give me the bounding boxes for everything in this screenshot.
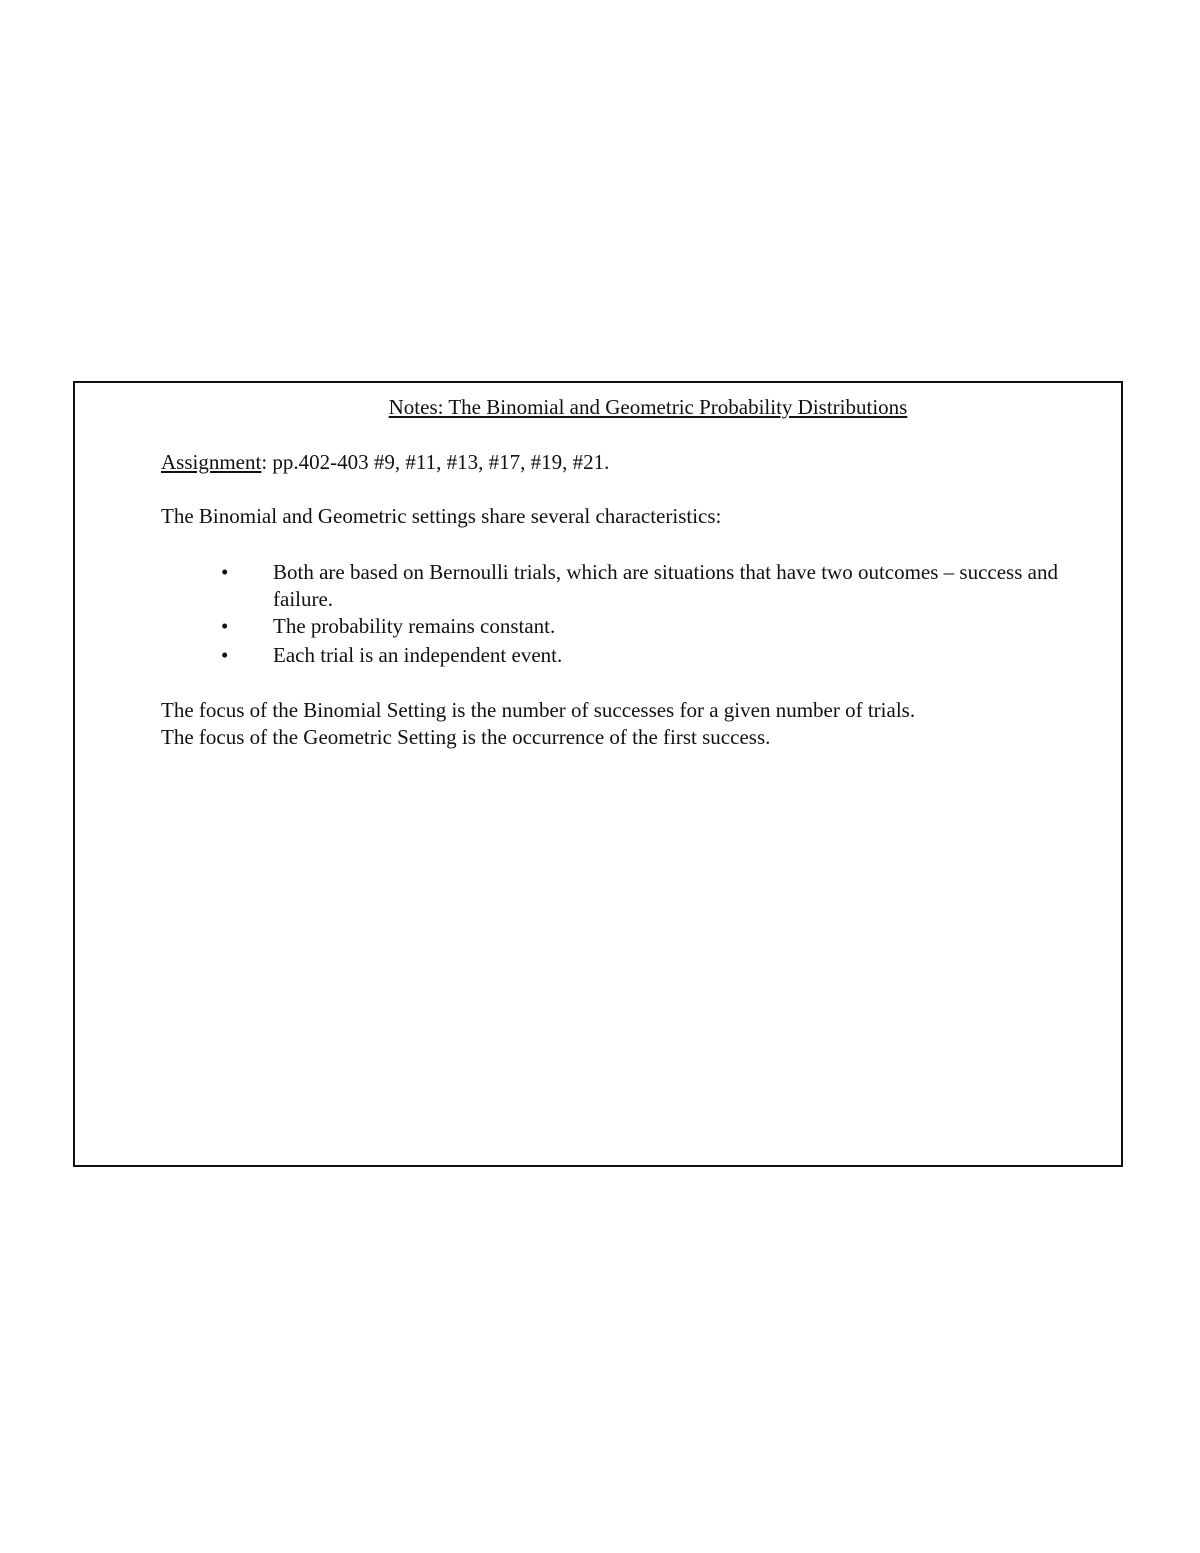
page-title: Notes: The Binomial and Geometric Probability Distributions — [388, 395, 908, 419]
assignment-line — [161, 449, 609, 476]
list-item — [161, 613, 1113, 640]
bullet-text: Each trial is an independent event. — [273, 643, 563, 667]
assignment-text: : pp.402-403 #9, #11, #13, #17, #19, #21. — [261, 450, 610, 474]
list-item — [161, 559, 1113, 613]
list-item — [161, 642, 1113, 669]
intro-text: The Binomial and Geometric settings share several characteristics: — [161, 504, 722, 528]
characteristics-list — [161, 559, 1113, 669]
bullet-text: The probability remains constant. — [273, 614, 556, 638]
bullet-dot: • — [221, 560, 229, 584]
assignment-label: Assignment — [161, 450, 262, 474]
bullet-dot: • — [221, 614, 229, 638]
focus-geometric-text: The focus of the Geometric Setting is the occurrence of the first success. — [161, 725, 771, 749]
focus-binomial-text: The focus of the Binomial Setting is the number of successes for a given number of trials. — [161, 698, 916, 722]
bullet-dot: • — [221, 643, 229, 667]
notes-slide — [73, 381, 1123, 1167]
bullet-text: Both are based on Bernoulli trials, which are situations that have two outcomes – success and failure. — [273, 560, 1058, 611]
